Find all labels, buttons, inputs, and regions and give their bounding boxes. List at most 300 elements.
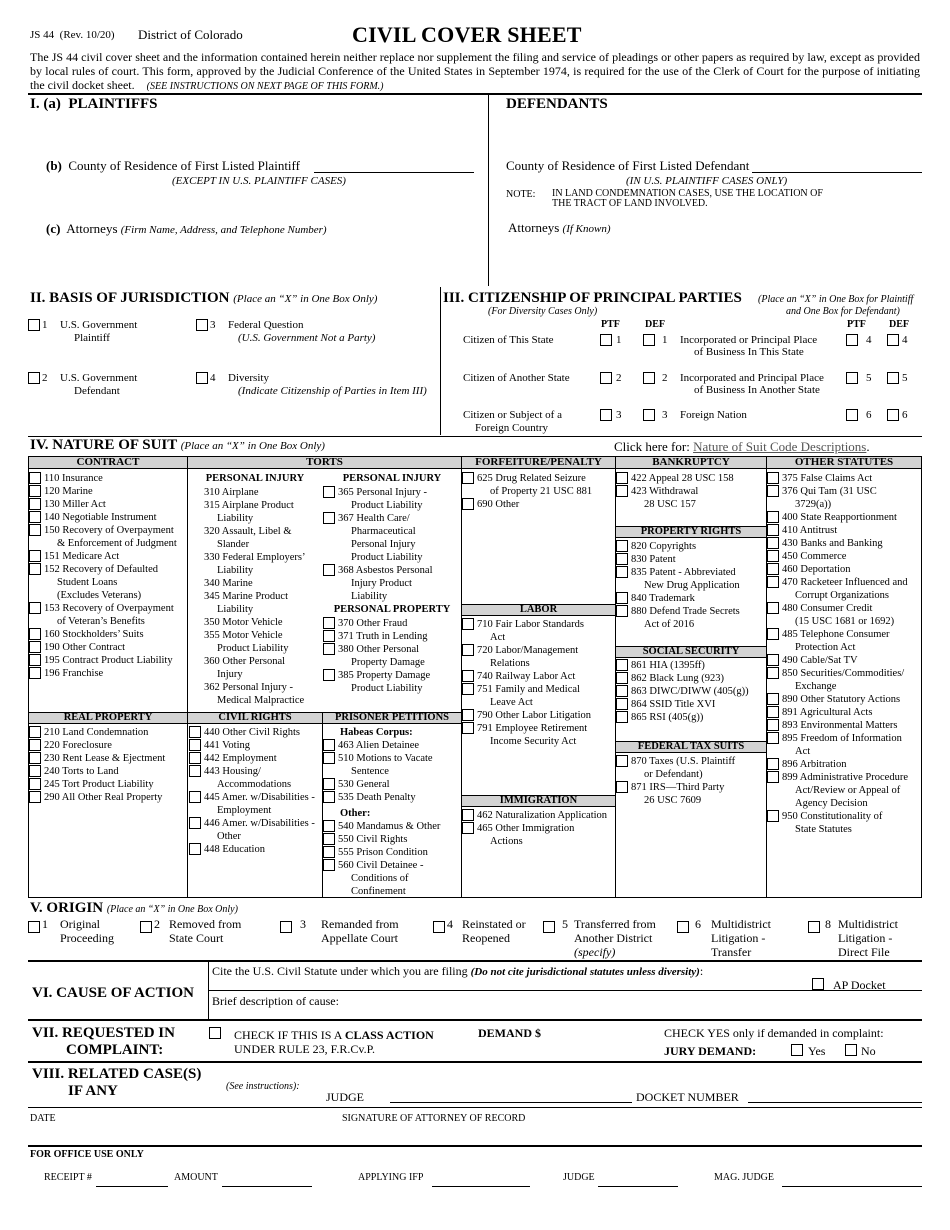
suit-code-item[interactable] bbox=[766, 511, 922, 524]
suit-code-item[interactable] bbox=[461, 822, 616, 835]
jury-instruction: CHECK YES only if demanded in complaint: bbox=[664, 1026, 884, 1040]
suit-code-continuation bbox=[188, 830, 322, 843]
receipt-field[interactable] bbox=[96, 1186, 168, 1187]
suit-code-label: 140 Negotiable Instrument bbox=[44, 512, 157, 523]
defendants-heading: DEFENDANTS bbox=[506, 96, 608, 112]
suit-code-continuation bbox=[28, 576, 188, 589]
suit-code-item[interactable] bbox=[766, 524, 922, 537]
suit-code-label: 830 Patent bbox=[631, 554, 676, 565]
suit-code-checkbox[interactable] bbox=[323, 833, 335, 845]
jurisdiction-checkbox-1[interactable] bbox=[28, 319, 40, 331]
suit-code-item[interactable] bbox=[615, 485, 767, 498]
suit-code-checkbox[interactable] bbox=[323, 791, 335, 803]
suit-code-item[interactable] bbox=[615, 540, 767, 553]
suit-code-checkbox[interactable] bbox=[323, 617, 335, 629]
suit-code-label: Liability bbox=[217, 513, 254, 524]
suit-code-item[interactable] bbox=[28, 791, 188, 804]
suit-code-item[interactable] bbox=[615, 472, 767, 485]
origin-opt-5: Transferred from Another District (specify) bbox=[574, 917, 656, 959]
suit-code-item[interactable] bbox=[766, 719, 922, 732]
suit-code-checkbox[interactable] bbox=[616, 485, 628, 497]
suit-code-item[interactable] bbox=[188, 629, 322, 642]
suit-code-item[interactable] bbox=[188, 590, 322, 603]
jurisdiction-num-1: 1 bbox=[42, 319, 48, 331]
suit-code-label: 151 Medicare Act bbox=[44, 551, 120, 562]
suit-code-checkbox[interactable] bbox=[29, 602, 41, 614]
suit-code-checkbox[interactable] bbox=[616, 698, 628, 710]
applying-ifp-field[interactable] bbox=[432, 1186, 530, 1187]
citizen-def-5[interactable] bbox=[887, 372, 899, 384]
suit-code-checkbox[interactable] bbox=[462, 683, 474, 695]
civil-rights-header: CIVIL RIGHTS bbox=[187, 712, 323, 724]
jury-yes-checkbox[interactable] bbox=[791, 1044, 803, 1056]
suit-code-checkbox[interactable] bbox=[767, 550, 779, 562]
suit-code-item[interactable] bbox=[322, 778, 461, 791]
suit-code-item[interactable] bbox=[188, 765, 322, 778]
citizen-def-6[interactable] bbox=[887, 409, 899, 421]
suit-code-item[interactable] bbox=[28, 472, 188, 485]
suit-code-item[interactable] bbox=[322, 486, 461, 499]
suit-code-checkbox[interactable] bbox=[323, 564, 335, 576]
suit-code-label: 195 Contract Product Liability bbox=[44, 655, 173, 666]
suit-code-item[interactable] bbox=[188, 726, 322, 739]
suit-code-checkbox[interactable] bbox=[323, 643, 335, 655]
suit-code-checkbox[interactable] bbox=[29, 726, 41, 738]
related-judge-field[interactable] bbox=[390, 1102, 632, 1103]
suit-code-checkbox[interactable] bbox=[323, 778, 335, 790]
incorporated-this-state: Incorporated or Principal Place of Business In This State bbox=[680, 334, 818, 358]
suit-code-item[interactable] bbox=[766, 628, 922, 641]
suit-code-checkbox[interactable] bbox=[462, 472, 474, 484]
origin-checkbox-6[interactable] bbox=[677, 921, 689, 933]
jury-yes-label: Yes bbox=[808, 1044, 826, 1058]
citizen-def-3[interactable] bbox=[643, 409, 655, 421]
suit-code-label: 110 Insurance bbox=[44, 473, 103, 484]
jurisdiction-opt-2: U.S. Government Defendant bbox=[60, 372, 138, 397]
suit-code-checkbox[interactable] bbox=[189, 726, 201, 738]
suit-code-item[interactable] bbox=[322, 617, 461, 630]
suit-code-item[interactable] bbox=[28, 485, 188, 498]
suit-code-item[interactable] bbox=[188, 817, 322, 830]
suit-code-continuation bbox=[188, 538, 322, 551]
suit-code-continuation bbox=[322, 590, 461, 603]
suit-code-item[interactable] bbox=[461, 670, 616, 683]
suit-code-label: 310 Airplane bbox=[204, 487, 259, 498]
suit-code-item[interactable] bbox=[461, 683, 616, 696]
defendant-county-field[interactable] bbox=[752, 172, 922, 173]
jurisdiction-checkbox-3[interactable] bbox=[196, 319, 208, 331]
suit-code-item[interactable] bbox=[188, 486, 322, 499]
citizenship-note-1: (Place an “X” in One Box for Plaintiff bbox=[758, 294, 914, 305]
citizen-ptf-6[interactable] bbox=[846, 409, 858, 421]
suit-code-checkbox[interactable] bbox=[462, 722, 474, 734]
suit-code-item[interactable] bbox=[461, 809, 616, 822]
suit-code-item[interactable] bbox=[188, 616, 322, 629]
suit-code-checkbox[interactable] bbox=[767, 654, 779, 666]
citizen-another-state: Citizen of Another State bbox=[463, 372, 570, 384]
suit-code-checkbox[interactable] bbox=[616, 472, 628, 484]
suit-code-label: Pharmaceutical bbox=[351, 526, 416, 537]
suit-code-label: 150 Recovery of Overpayment bbox=[44, 525, 174, 536]
jury-no-checkbox[interactable] bbox=[845, 1044, 857, 1056]
suit-code-label: 28 USC 157 bbox=[644, 499, 696, 510]
suit-code-checkbox[interactable] bbox=[616, 711, 628, 723]
origin-checkbox-3[interactable] bbox=[280, 921, 292, 933]
suit-code-item[interactable] bbox=[615, 698, 767, 711]
contract-list bbox=[28, 472, 188, 680]
suit-code-item[interactable] bbox=[28, 752, 188, 765]
suit-code-checkbox[interactable] bbox=[616, 566, 628, 578]
suit-code-item[interactable] bbox=[322, 630, 461, 643]
suit-code-item[interactable] bbox=[322, 791, 461, 804]
suit-code-item[interactable] bbox=[322, 669, 461, 682]
suit-code-item[interactable] bbox=[322, 643, 461, 656]
origin-num-1: 1 bbox=[42, 917, 48, 931]
suit-code-checkbox[interactable] bbox=[616, 672, 628, 684]
origin-checkbox-2[interactable] bbox=[140, 921, 152, 933]
suit-code-checkbox[interactable] bbox=[189, 739, 201, 751]
jury-demand-label: JURY DEMAND: bbox=[664, 1044, 757, 1058]
suit-code-item[interactable] bbox=[766, 706, 922, 719]
suit-code-item[interactable] bbox=[28, 563, 188, 576]
suit-code-item[interactable] bbox=[28, 511, 188, 524]
suit-code-label: 385 Property Damage bbox=[338, 670, 431, 681]
suit-code-label: & Enforcement of Judgment bbox=[57, 538, 177, 549]
citizen-this-state: Citizen of This State bbox=[463, 334, 554, 346]
suit-code-label: 290 All Other Real Property bbox=[44, 792, 163, 803]
suit-code-checkbox[interactable] bbox=[29, 791, 41, 803]
suit-code-checkbox[interactable] bbox=[323, 820, 335, 832]
suit-code-checkbox[interactable] bbox=[29, 524, 41, 536]
suit-code-checkbox[interactable] bbox=[616, 553, 628, 565]
suit-code-item[interactable] bbox=[188, 843, 322, 856]
suit-code-item[interactable] bbox=[766, 693, 922, 706]
suit-code-item[interactable] bbox=[28, 765, 188, 778]
suit-code-label: 190 Other Contract bbox=[44, 642, 126, 653]
suit-code-checkbox[interactable] bbox=[767, 771, 779, 783]
suit-code-checkbox[interactable] bbox=[29, 739, 41, 751]
suit-code-label: 555 Prison Condition bbox=[338, 847, 428, 858]
suit-code-item[interactable] bbox=[28, 628, 188, 641]
suit-code-label: 864 SSID Title XVI bbox=[631, 699, 716, 710]
suit-code-item[interactable] bbox=[28, 667, 188, 680]
suit-code-item[interactable] bbox=[615, 685, 767, 698]
suit-code-item[interactable] bbox=[322, 820, 461, 833]
suit-code-checkbox[interactable] bbox=[189, 791, 201, 803]
suit-code-item[interactable] bbox=[766, 771, 922, 784]
suit-code-checkbox[interactable] bbox=[323, 859, 335, 871]
suit-code-item[interactable] bbox=[28, 524, 188, 537]
suit-code-item[interactable] bbox=[766, 602, 922, 615]
suit-code-item[interactable] bbox=[766, 485, 922, 498]
suit-code-item[interactable] bbox=[322, 512, 461, 525]
origin-checkbox-1[interactable] bbox=[28, 921, 40, 933]
other-statutes-list bbox=[766, 472, 922, 836]
suit-code-item[interactable] bbox=[28, 778, 188, 791]
suit-code-checkbox[interactable] bbox=[462, 644, 474, 656]
suit-code-label: 863 DIWC/DIWW (405(g)) bbox=[631, 686, 749, 697]
suit-code-item[interactable] bbox=[615, 755, 767, 768]
suit-code-label: 535 Death Penalty bbox=[338, 792, 416, 803]
suit-code-item[interactable] bbox=[461, 722, 616, 735]
suit-code-item[interactable] bbox=[322, 739, 461, 752]
suit-code-label: 861 HIA (1395ff) bbox=[631, 660, 705, 671]
suit-code-checkbox[interactable] bbox=[616, 659, 628, 671]
jurisdiction-checkbox-4[interactable] bbox=[196, 372, 208, 384]
citizen-def-4[interactable] bbox=[887, 334, 899, 346]
suit-code-item[interactable] bbox=[188, 655, 322, 668]
suit-code-item[interactable] bbox=[188, 525, 322, 538]
citizen-ptf-2[interactable] bbox=[600, 372, 612, 384]
suit-code-item[interactable] bbox=[188, 752, 322, 765]
suit-code-checkbox[interactable] bbox=[323, 752, 335, 764]
suit-code-item[interactable] bbox=[615, 659, 767, 672]
suit-code-checkbox[interactable] bbox=[29, 550, 41, 562]
suit-code-item[interactable] bbox=[461, 709, 616, 722]
suit-code-item[interactable] bbox=[461, 644, 616, 657]
suit-code-item[interactable] bbox=[188, 739, 322, 752]
labor-header: LABOR bbox=[461, 604, 616, 616]
suit-code-item[interactable] bbox=[322, 833, 461, 846]
citizen-def-1[interactable] bbox=[643, 334, 655, 346]
citizen-def-num-1: 1 bbox=[662, 334, 668, 346]
suit-code-label: Conditions of bbox=[351, 873, 409, 884]
suit-code-label: 485 Telephone Consumer bbox=[782, 629, 890, 640]
suit-code-label: Product Liability bbox=[217, 643, 289, 654]
suit-code-item[interactable] bbox=[28, 550, 188, 563]
suit-code-checkbox[interactable] bbox=[323, 512, 335, 524]
suit-code-label: (Excludes Veterans) bbox=[57, 590, 142, 601]
suit-code-checkbox[interactable] bbox=[767, 758, 779, 770]
origin-heading: V. ORIGIN (Place an “X” in One Box Only) bbox=[30, 900, 238, 916]
suit-code-item[interactable] bbox=[766, 563, 922, 576]
suit-code-checkbox[interactable] bbox=[616, 592, 628, 604]
suit-code-item[interactable] bbox=[188, 681, 322, 694]
suit-code-continuation bbox=[322, 499, 461, 512]
suit-code-checkbox[interactable] bbox=[767, 472, 779, 484]
suit-code-checkbox[interactable] bbox=[616, 540, 628, 552]
suit-code-continuation bbox=[615, 579, 767, 592]
suit-code-checkbox[interactable] bbox=[29, 628, 41, 640]
suit-code-checkbox[interactable] bbox=[29, 511, 41, 523]
suit-code-checkbox[interactable] bbox=[616, 755, 628, 767]
suit-code-checkbox[interactable] bbox=[767, 667, 779, 679]
suit-code-checkbox[interactable] bbox=[323, 630, 335, 642]
suit-code-checkbox[interactable] bbox=[767, 706, 779, 718]
suit-code-label: Other bbox=[217, 831, 241, 842]
citizen-ptf-3[interactable] bbox=[600, 409, 612, 421]
suit-code-checkbox[interactable] bbox=[189, 752, 201, 764]
suit-code-item[interactable] bbox=[766, 758, 922, 771]
suit-code-checkbox[interactable] bbox=[767, 485, 779, 497]
suit-code-label: 3729(a)) bbox=[795, 499, 832, 510]
suit-code-label: 160 Stockholders’ Suits bbox=[44, 629, 144, 640]
suit-code-checkbox[interactable] bbox=[29, 485, 41, 497]
suit-code-checkbox[interactable] bbox=[767, 732, 779, 744]
suit-code-item[interactable] bbox=[766, 537, 922, 550]
suit-code-item[interactable] bbox=[188, 499, 322, 512]
suit-code-checkbox[interactable] bbox=[462, 822, 474, 834]
suit-code-checkbox[interactable] bbox=[29, 752, 41, 764]
real-property-list bbox=[28, 726, 188, 804]
suit-code-item[interactable] bbox=[461, 472, 616, 485]
suit-code-item[interactable] bbox=[615, 592, 767, 605]
suit-code-item[interactable] bbox=[615, 566, 767, 579]
suit-code-item[interactable] bbox=[28, 641, 188, 654]
suit-code-checkbox[interactable] bbox=[616, 605, 628, 617]
suit-code-checkbox[interactable] bbox=[462, 670, 474, 682]
suit-code-item[interactable] bbox=[766, 732, 922, 745]
origin-checkbox-5[interactable] bbox=[543, 921, 555, 933]
jurisdiction-opt-1: U.S. Government Plaintiff bbox=[60, 319, 138, 344]
suit-code-item[interactable] bbox=[188, 577, 322, 590]
suit-code-item[interactable] bbox=[322, 846, 461, 859]
suit-code-continuation bbox=[188, 804, 322, 817]
suit-code-item[interactable] bbox=[766, 576, 922, 589]
suit-code-checkbox[interactable] bbox=[189, 765, 201, 777]
suit-code-label: 153 Recovery of Overpayment bbox=[44, 603, 174, 614]
suit-code-continuation bbox=[766, 589, 922, 602]
suit-code-item[interactable] bbox=[28, 654, 188, 667]
suit-code-label: 550 Civil Rights bbox=[338, 834, 408, 845]
suit-code-label: 890 Other Statutory Actions bbox=[782, 694, 901, 705]
suit-code-label: Income Security Act bbox=[490, 736, 577, 747]
office-judge-field[interactable] bbox=[598, 1186, 678, 1187]
origin-checkbox-8[interactable] bbox=[808, 921, 820, 933]
property-rights-list bbox=[615, 540, 767, 631]
suit-code-label: 400 State Reapportionment bbox=[782, 512, 897, 523]
immigration-header: IMMIGRATION bbox=[461, 795, 616, 807]
suit-code-checkbox[interactable] bbox=[462, 709, 474, 721]
citizen-def-num-6: 6 bbox=[902, 409, 908, 421]
suit-code-label: 530 General bbox=[338, 779, 390, 790]
suit-code-item[interactable] bbox=[28, 739, 188, 752]
suit-code-continuation bbox=[615, 618, 767, 631]
suit-code-item[interactable] bbox=[188, 551, 322, 564]
class-action-checkbox[interactable] bbox=[209, 1027, 221, 1039]
suit-code-checkbox[interactable] bbox=[29, 563, 41, 575]
jurisdiction-checkbox-2[interactable] bbox=[28, 372, 40, 384]
suit-code-label: 490 Cable/Sat TV bbox=[782, 655, 858, 666]
diversity-note: (For Diversity Cases Only) bbox=[488, 306, 598, 317]
amount-field[interactable] bbox=[222, 1186, 312, 1187]
suit-code-item[interactable] bbox=[615, 711, 767, 724]
origin-num-5: 5 bbox=[562, 917, 568, 931]
suit-code-checkbox[interactable] bbox=[767, 563, 779, 575]
suit-code-checkbox[interactable] bbox=[29, 778, 41, 790]
suit-code-checkbox[interactable] bbox=[323, 486, 335, 498]
suit-code-checkbox[interactable] bbox=[616, 685, 628, 697]
suit-code-item[interactable] bbox=[28, 498, 188, 511]
docket-number-field[interactable] bbox=[748, 1102, 922, 1103]
suit-code-item[interactable] bbox=[322, 564, 461, 577]
suit-code-checkbox[interactable] bbox=[189, 817, 201, 829]
suit-code-continuation bbox=[461, 835, 616, 848]
suit-code-checkbox[interactable] bbox=[29, 667, 41, 679]
suit-code-item[interactable] bbox=[615, 605, 767, 618]
suit-code-item[interactable] bbox=[28, 602, 188, 615]
ap-docket-checkbox[interactable] bbox=[812, 978, 824, 990]
suit-code-checkbox[interactable] bbox=[462, 809, 474, 821]
plaintiff-county-note: (EXCEPT IN U.S. PLAINTIFF CASES) bbox=[172, 175, 346, 187]
suit-code-item[interactable] bbox=[615, 672, 767, 685]
suit-code-label: 448 Education bbox=[204, 844, 265, 855]
suit-code-checkbox[interactable] bbox=[323, 846, 335, 858]
citizen-def-2[interactable] bbox=[643, 372, 655, 384]
suit-code-item[interactable] bbox=[766, 472, 922, 485]
mag-judge-field[interactable] bbox=[782, 1186, 922, 1187]
suit-code-checkbox[interactable] bbox=[767, 602, 779, 614]
suit-code-item[interactable] bbox=[766, 550, 922, 563]
suit-code-item[interactable] bbox=[461, 618, 616, 631]
suit-code-checkbox[interactable] bbox=[616, 781, 628, 793]
nature-suit-codes-link[interactable]: Nature of Suit Code Descriptions bbox=[693, 439, 867, 454]
origin-checkbox-4[interactable] bbox=[433, 921, 445, 933]
suit-code-checkbox[interactable] bbox=[189, 843, 201, 855]
suit-code-checkbox[interactable] bbox=[767, 719, 779, 731]
suit-code-item[interactable] bbox=[615, 781, 767, 794]
suit-code-item[interactable] bbox=[188, 791, 322, 804]
suit-code-checkbox[interactable] bbox=[767, 576, 779, 588]
suit-code-checkbox[interactable] bbox=[29, 498, 41, 510]
citizen-ptf-5[interactable] bbox=[846, 372, 858, 384]
suit-code-checkbox[interactable] bbox=[323, 739, 335, 751]
plaintiff-county-field[interactable] bbox=[314, 172, 474, 173]
suit-code-item[interactable] bbox=[766, 654, 922, 667]
suit-code-checkbox[interactable] bbox=[29, 654, 41, 666]
suit-code-label: Product Liability bbox=[351, 500, 423, 511]
citizen-ptf-4[interactable] bbox=[846, 334, 858, 346]
suit-code-item[interactable] bbox=[322, 752, 461, 765]
suit-code-item[interactable] bbox=[766, 810, 922, 823]
suit-code-checkbox[interactable] bbox=[29, 765, 41, 777]
suit-code-checkbox[interactable] bbox=[462, 618, 474, 630]
forfeiture-header: FORFEITURE/PENALTY bbox=[461, 456, 616, 469]
suit-code-label: Relations bbox=[490, 658, 530, 669]
suit-code-label: 210 Land Condemnation bbox=[44, 727, 149, 738]
suit-code-checkbox[interactable] bbox=[767, 537, 779, 549]
suit-code-checkbox[interactable] bbox=[767, 511, 779, 523]
suit-code-checkbox[interactable] bbox=[767, 524, 779, 536]
suit-code-continuation bbox=[188, 642, 322, 655]
suit-code-continuation bbox=[322, 765, 461, 778]
suit-code-continuation bbox=[766, 498, 922, 511]
origin-opt-8: Multidistrict Litigation - Direct File bbox=[838, 917, 898, 959]
note-text: IN LAND CONDEMNATION CASES, USE THE LOCATION OF THE TRACT OF LAND INVOLVED. bbox=[552, 188, 823, 209]
suit-code-checkbox[interactable] bbox=[462, 498, 474, 510]
suit-code-checkbox[interactable] bbox=[29, 641, 41, 653]
suit-code-label: 240 Torts to Land bbox=[44, 766, 119, 777]
suit-code-label: 430 Banks and Banking bbox=[782, 538, 883, 549]
origin-opt-3: Remanded from Appellate Court bbox=[321, 917, 399, 945]
citizen-ptf-1[interactable] bbox=[600, 334, 612, 346]
suit-code-label: Accommodations bbox=[217, 779, 292, 790]
suit-code-item[interactable] bbox=[766, 667, 922, 680]
suit-code-checkbox[interactable] bbox=[767, 693, 779, 705]
suit-code-item[interactable] bbox=[461, 498, 616, 511]
suit-code-checkbox[interactable] bbox=[323, 669, 335, 681]
suit-code-label: 751 Family and Medical bbox=[477, 684, 580, 695]
suit-code-item[interactable] bbox=[322, 859, 461, 872]
suit-code-label: Slander bbox=[217, 539, 250, 550]
suit-code-item[interactable] bbox=[28, 726, 188, 739]
suit-code-item[interactable] bbox=[615, 553, 767, 566]
suit-code-checkbox[interactable] bbox=[767, 810, 779, 822]
suit-code-continuation bbox=[322, 551, 461, 564]
cause-heading: VI. CAUSE OF ACTION bbox=[32, 985, 194, 1001]
suit-code-checkbox[interactable] bbox=[767, 628, 779, 640]
suit-code-checkbox[interactable] bbox=[29, 472, 41, 484]
